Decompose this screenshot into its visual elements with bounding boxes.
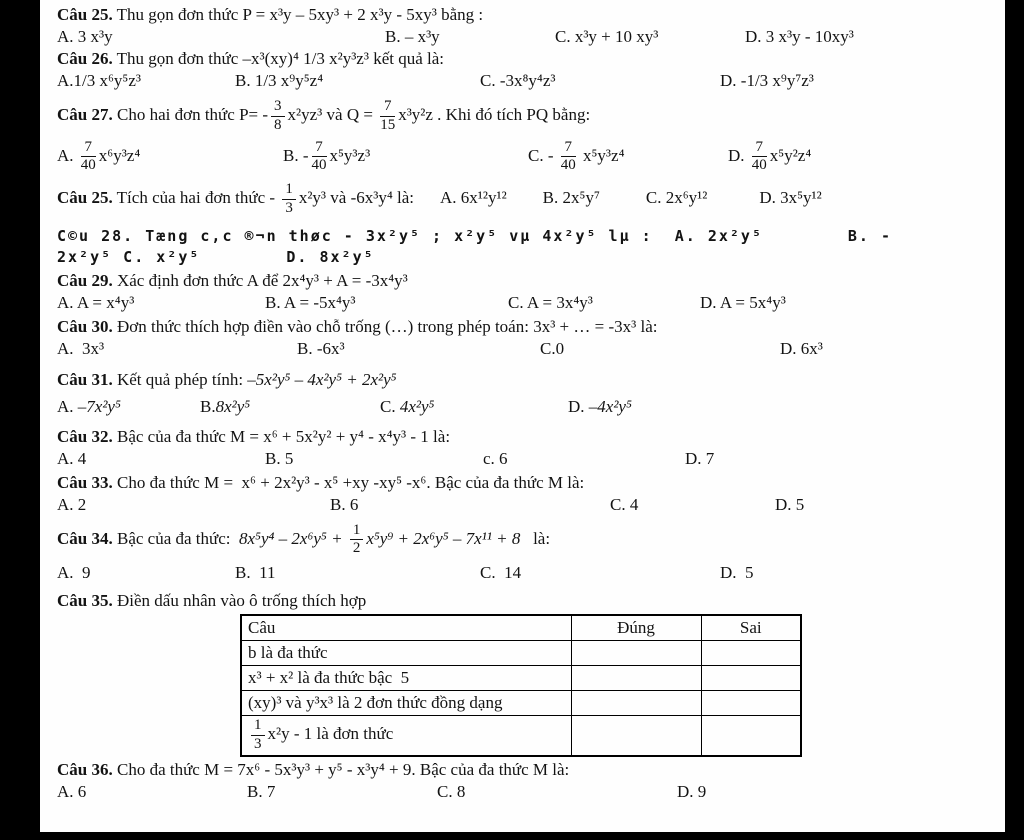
stem-text: Cho đa thức M = x⁶ + 2x²y³ - x⁵ +xy -xy⁵ -x⁶. Bậc của đa thức M là: xyxy=(112,472,585,492)
option-d: D. 5 xyxy=(775,494,805,514)
option-c: c. 6 xyxy=(483,448,508,468)
option-a: A. $\frac{7}{40}$ x⁶y³z⁴ xyxy=(57,138,141,174)
question-33-label: Câu 33. xyxy=(57,472,113,492)
option-b: B. 1/3 x⁹y⁵z⁴ xyxy=(235,71,324,90)
option-c: C. - $\frac{7}{40}$ x⁵y³z⁴ xyxy=(528,138,625,174)
option-d: D. –4x²y⁵ xyxy=(568,396,632,416)
question-29 xyxy=(57,270,997,314)
option-a: A. 4 xyxy=(57,448,87,468)
option-d: D. 7 xyxy=(685,448,715,468)
option-c: C. 2x⁶y¹² xyxy=(645,188,708,208)
question-29-label: Câu 29. xyxy=(57,270,113,290)
stem-text: Tích của hai đơn thức - $\frac{1}{3}$ x²y³ và -6x³y⁴ là: xyxy=(112,181,414,216)
option-c: C. 14 xyxy=(480,563,522,582)
question-36-options xyxy=(57,781,997,803)
question-36-label: Câu 36. xyxy=(57,759,113,779)
option-a: A. 6x¹²y¹² xyxy=(440,188,507,208)
question-32-stem xyxy=(57,426,997,448)
header-dung: Đúng xyxy=(571,615,701,641)
stem-text: Thu gọn đơn thức P = x³y – 5xy³ + 2 x³y - 5xy³ bằng : xyxy=(112,5,484,24)
stem-text: Cho hai đơn thức P= - $\frac{3}{8}$ x²yz³ và Q = $\frac{7}{15}$ x³y²z . Khi đó tích PQ bằng: xyxy=(112,98,591,133)
option-a: A.1/3 x⁶y⁵z³ xyxy=(57,71,141,90)
option-c: C.0 xyxy=(540,338,565,358)
header-cau: Câu xyxy=(241,615,571,641)
dung-cell xyxy=(571,641,701,666)
question-28 xyxy=(57,226,997,268)
sai-cell xyxy=(701,641,801,666)
stem-text: Bậc của đa thức: 8x⁵y⁴ – 2x⁶y⁵ + $\frac{1}{2}$ x⁵y⁹ + 2x⁶y⁵ – 7x¹¹ + 8 là: xyxy=(112,521,551,557)
option-b: B. – x³y xyxy=(385,27,440,46)
statement-cell: b là đa thức xyxy=(241,641,571,666)
question-32-label: Câu 32. xyxy=(57,426,113,446)
dung-cell xyxy=(571,716,701,756)
sai-cell xyxy=(701,691,801,716)
question-34-label: Câu 34. xyxy=(57,528,113,548)
table-row xyxy=(241,641,801,666)
option-b: B. A = -5x⁴y³ xyxy=(265,292,356,312)
question-35-stem xyxy=(57,590,997,612)
option-c: C. 4x²y⁵ xyxy=(380,396,435,416)
question-27-options xyxy=(57,139,997,176)
option-a: A. 6 xyxy=(57,781,87,801)
option-a: A. 3 x³y xyxy=(57,27,113,46)
option-c: C. 8 xyxy=(437,781,466,801)
question-31-label: Câu 31. xyxy=(57,369,113,389)
question-29-stem xyxy=(57,270,997,292)
statement-cell: $\frac{1}{3}$ x²y - 1 là đơn thức xyxy=(241,716,571,756)
question-34 xyxy=(57,522,997,585)
option-b: B.8x²y⁵ xyxy=(200,396,251,416)
question-26-options xyxy=(57,70,997,92)
table-row xyxy=(241,691,801,716)
question-33 xyxy=(57,472,997,516)
question-27 xyxy=(57,98,997,175)
true-false-table xyxy=(240,614,802,757)
option-a: A. A = x⁴y³ xyxy=(57,292,135,312)
option-d: D. 3x⁵y¹² xyxy=(759,188,822,208)
question-25-stem xyxy=(57,4,997,26)
question-29-options xyxy=(57,292,997,314)
stem-text: Kết quả phép tính: –5x²y⁵ – 4x²y⁵ + 2x²y⁵ xyxy=(112,369,397,389)
stem-and-option-a: C©u 28. Tæng c,c ®¬n thøc - 3x²y⁵ ; x²y⁵ vµ 4x²y⁵ lµ : A. 2x²y⁵ xyxy=(57,226,763,245)
question-25b-stem xyxy=(57,181,997,218)
stem-text: Đơn thức thích hợp điền vào chỗ trống (…) trong phép toán: 3x³ + … = -3x³ là: xyxy=(112,316,658,336)
option-d: D. A = 5x⁴y³ xyxy=(700,292,786,312)
option-d: D. -1/3 x⁹y⁷z³ xyxy=(720,71,814,90)
option-a: A. 2 xyxy=(57,494,87,514)
document-page xyxy=(40,0,1005,832)
question-32 xyxy=(57,426,997,470)
question-31-options xyxy=(57,396,997,418)
question-25-options xyxy=(57,26,997,48)
option-b: B. 6 xyxy=(330,494,359,514)
table-row xyxy=(241,666,801,691)
question-32-options xyxy=(57,448,997,470)
option-b: B. 11 xyxy=(235,563,276,582)
option-d: D. 9 xyxy=(677,781,707,801)
question-34-stem xyxy=(57,522,997,559)
dung-cell xyxy=(571,666,701,691)
question-31-stem xyxy=(57,369,997,391)
table-row xyxy=(241,716,801,756)
question-26 xyxy=(57,48,997,92)
question-33-options xyxy=(57,494,997,516)
option-d: D. $\frac{7}{40}$ x⁵y²z⁴ xyxy=(728,138,812,174)
question-34-options xyxy=(57,562,997,584)
sai-cell xyxy=(701,666,801,691)
option-d: D. 5 xyxy=(720,563,754,582)
option-a: A. –7x²y⁵ xyxy=(57,396,121,416)
option-c: C. x³y + 10 xy³ xyxy=(555,27,659,46)
question-33-stem xyxy=(57,472,997,494)
question-25 xyxy=(57,4,997,48)
stem-text: Bậc của đa thức M = x⁶ + 5x²y² + y⁴ - x⁴y³ - 1 là: xyxy=(112,426,451,446)
question-25-label: Câu 25. xyxy=(57,5,113,24)
header-sai: Sai xyxy=(701,615,801,641)
option-a: A. 3x³ xyxy=(57,338,105,358)
question-30-options xyxy=(57,338,997,360)
question-36 xyxy=(57,759,997,803)
option-b: B. 2x⁵y⁷ xyxy=(542,188,600,208)
question-25b xyxy=(57,181,997,218)
option-d: D. 3 x³y - 10xy³ xyxy=(745,27,854,46)
question-26-label: Câu 26. xyxy=(57,49,113,68)
option-b: B. - xyxy=(847,226,892,245)
question-30-stem xyxy=(57,316,997,338)
option-a: A. 9 xyxy=(57,563,91,582)
question-31 xyxy=(57,369,997,418)
question-30-label: Câu 30. xyxy=(57,316,113,336)
dung-cell xyxy=(571,691,701,716)
stem-text: Cho đa thức M = 7x⁶ - 5x³y³ + y⁵ - x³y⁴ + 9. Bậc của đa thức M là: xyxy=(112,759,570,779)
table-header-row xyxy=(241,615,801,641)
statement-cell: (xy)³ và y³x³ là 2 đơn thức đồng dạng xyxy=(241,691,571,716)
question-28-line1 xyxy=(57,226,997,247)
stem-text: Xác định đơn thức A để 2x⁴y³ + A = -3x⁴y³ xyxy=(112,270,408,290)
option-c: C. -3x⁸y⁴z³ xyxy=(480,71,556,90)
question-35-label: Câu 35. xyxy=(57,591,113,610)
question-35 xyxy=(57,590,997,757)
option-b-cont-and-c: 2x²y⁵ C. x²y⁵ xyxy=(57,247,201,266)
option-b: B. 5 xyxy=(265,448,294,468)
statement-cell: x³ + x² là đa thức bậc 5 xyxy=(241,666,571,691)
option-b: B. -6x³ xyxy=(297,338,345,358)
option-c: C. 4 xyxy=(610,494,639,514)
option-d: D. 6x³ xyxy=(780,338,823,358)
option-b: B. - $\frac{7}{40}$ x⁵y³z³ xyxy=(283,138,371,174)
question-27-stem xyxy=(57,98,997,135)
question-36-stem xyxy=(57,759,997,781)
option-b: B. 7 xyxy=(247,781,276,801)
option-c: C. A = 3x⁴y³ xyxy=(508,292,593,312)
sai-cell xyxy=(701,716,801,756)
stem-text: Điền dấu nhân vào ô trống thích hợp xyxy=(112,591,367,610)
stem-text: Thu gọn đơn thức –x³(xy)⁴ 1/3 x²y³z³ kết quả là: xyxy=(112,49,444,68)
question-30 xyxy=(57,316,997,360)
question-27-label: Câu 27. xyxy=(57,105,113,125)
question-28-line2 xyxy=(57,247,997,268)
question-26-stem xyxy=(57,48,997,70)
option-d: D. 8x²y⁵ xyxy=(286,247,375,266)
question-25b-label: Câu 25. xyxy=(57,188,113,208)
